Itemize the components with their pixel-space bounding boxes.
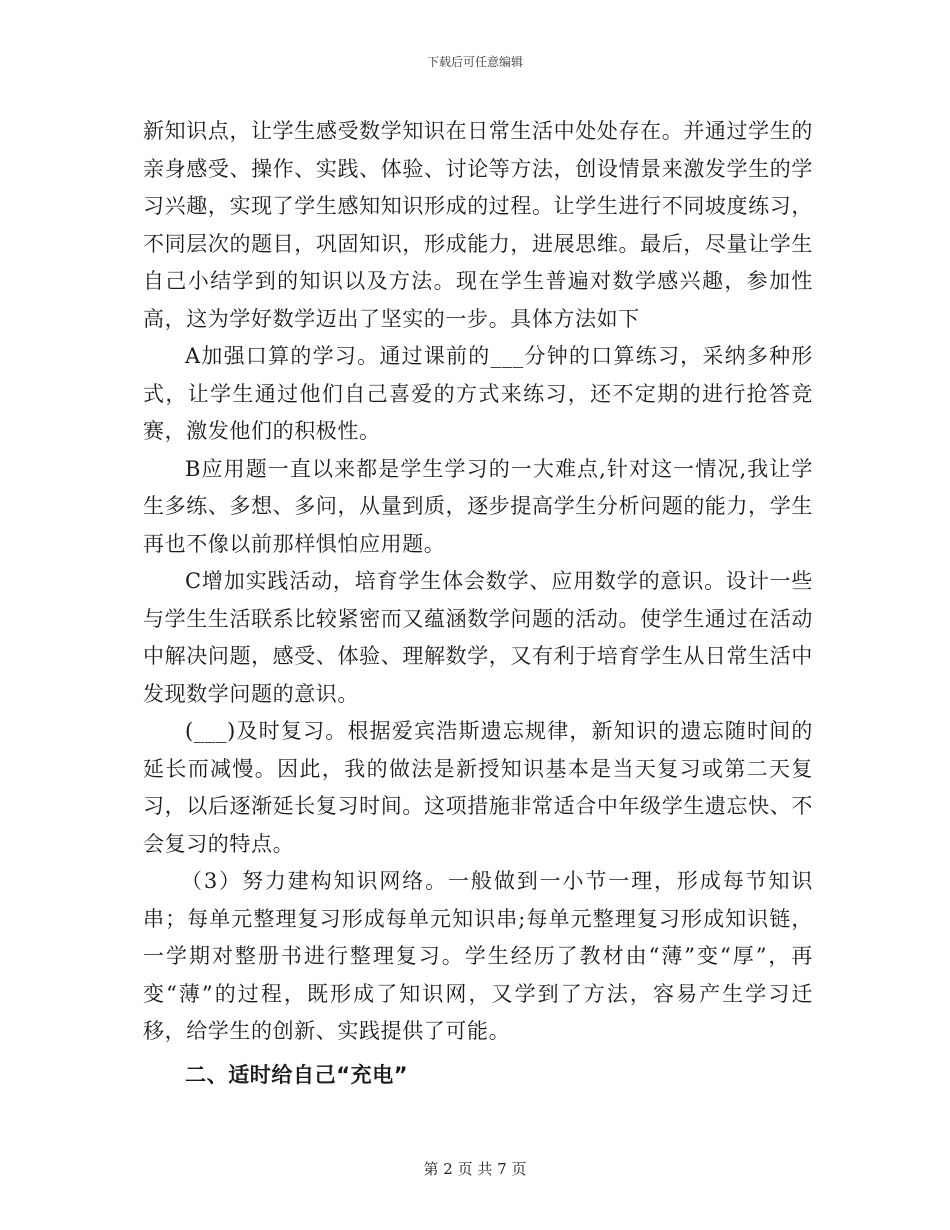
section-heading: 二、适时给自己“充电” bbox=[185, 1062, 409, 1087]
paragraph-a: A加强口算的学习。通过课前的___分钟的口算练习，采纳多种形式，让学生通过他们自己喜爱的方式来练习，还不定期的进行抢答竞赛，激发他们的积极性。 bbox=[143, 344, 813, 443]
paragraph-intro: 新知识点，让学生感受数学知识在日常生活中处处存在。并通过学生的亲身感受、操作、实践、体验、讨论等方法，创设情景来激发学生的学习兴趣，实现了学生感知知识形成的过程。让学生进行不同坡度练习，不同层次的题目，巩固知识，形成能力，进展思维。最后，尽量让学生自己小结学到的知识以及方法。现在学生普遍对数学感兴趣，参加性高，这为学好数学迈出了坚实的一步。具体方法如下 bbox=[143, 119, 813, 331]
paragraph-review: (___)及时复习。根据爱宾浩斯遗忘规律，新知识的遗忘随时间的延长而减慢。因此，我的做法是新授知识基本是当天复习或第二天复习，以后逐渐延长复习时间。这项措施非常适合中年级学生遗忘快、不会复习的特点。 bbox=[143, 719, 813, 856]
document-body bbox=[143, 113, 813, 1094]
paragraph-knowledge-network: （3）努力建构知识网络。一般做到一小节一理，形成每节知识串；每单元整理复习形成每单元知识串;每单元整理复习形成知识链，一学期对整册书进行整理复习。学生经历了教材由“薄”变“厚”，再变“薄”的过程，既形成了知识网，又学到了方法，容易产生学习迁移，给学生的创新、实践提供了可能。 bbox=[143, 869, 813, 1043]
page-number: 第 2 页 共 7 页 bbox=[423, 1160, 527, 1178]
paragraph-c: C增加实践活动，培育学生体会数学、应用数学的意识。设计一些与学生生活联系比较紧密而又蕴涵数学问题的活动。使学生通过在活动中解决问题，感受、体验、理解数学，又有利于培育学生从日常生活中发现数学问题的意识。 bbox=[143, 569, 813, 706]
paragraph-b: B应用题一直以来都是学生学习的一大难点,针对这一情况,我让学生多练、多想、多问，从量到质，逐步提高学生分析问题的能力，学生再也不像以前那样惧怕应用题。 bbox=[143, 456, 813, 556]
page-header: 下载后可任意编辑 bbox=[426, 55, 523, 69]
